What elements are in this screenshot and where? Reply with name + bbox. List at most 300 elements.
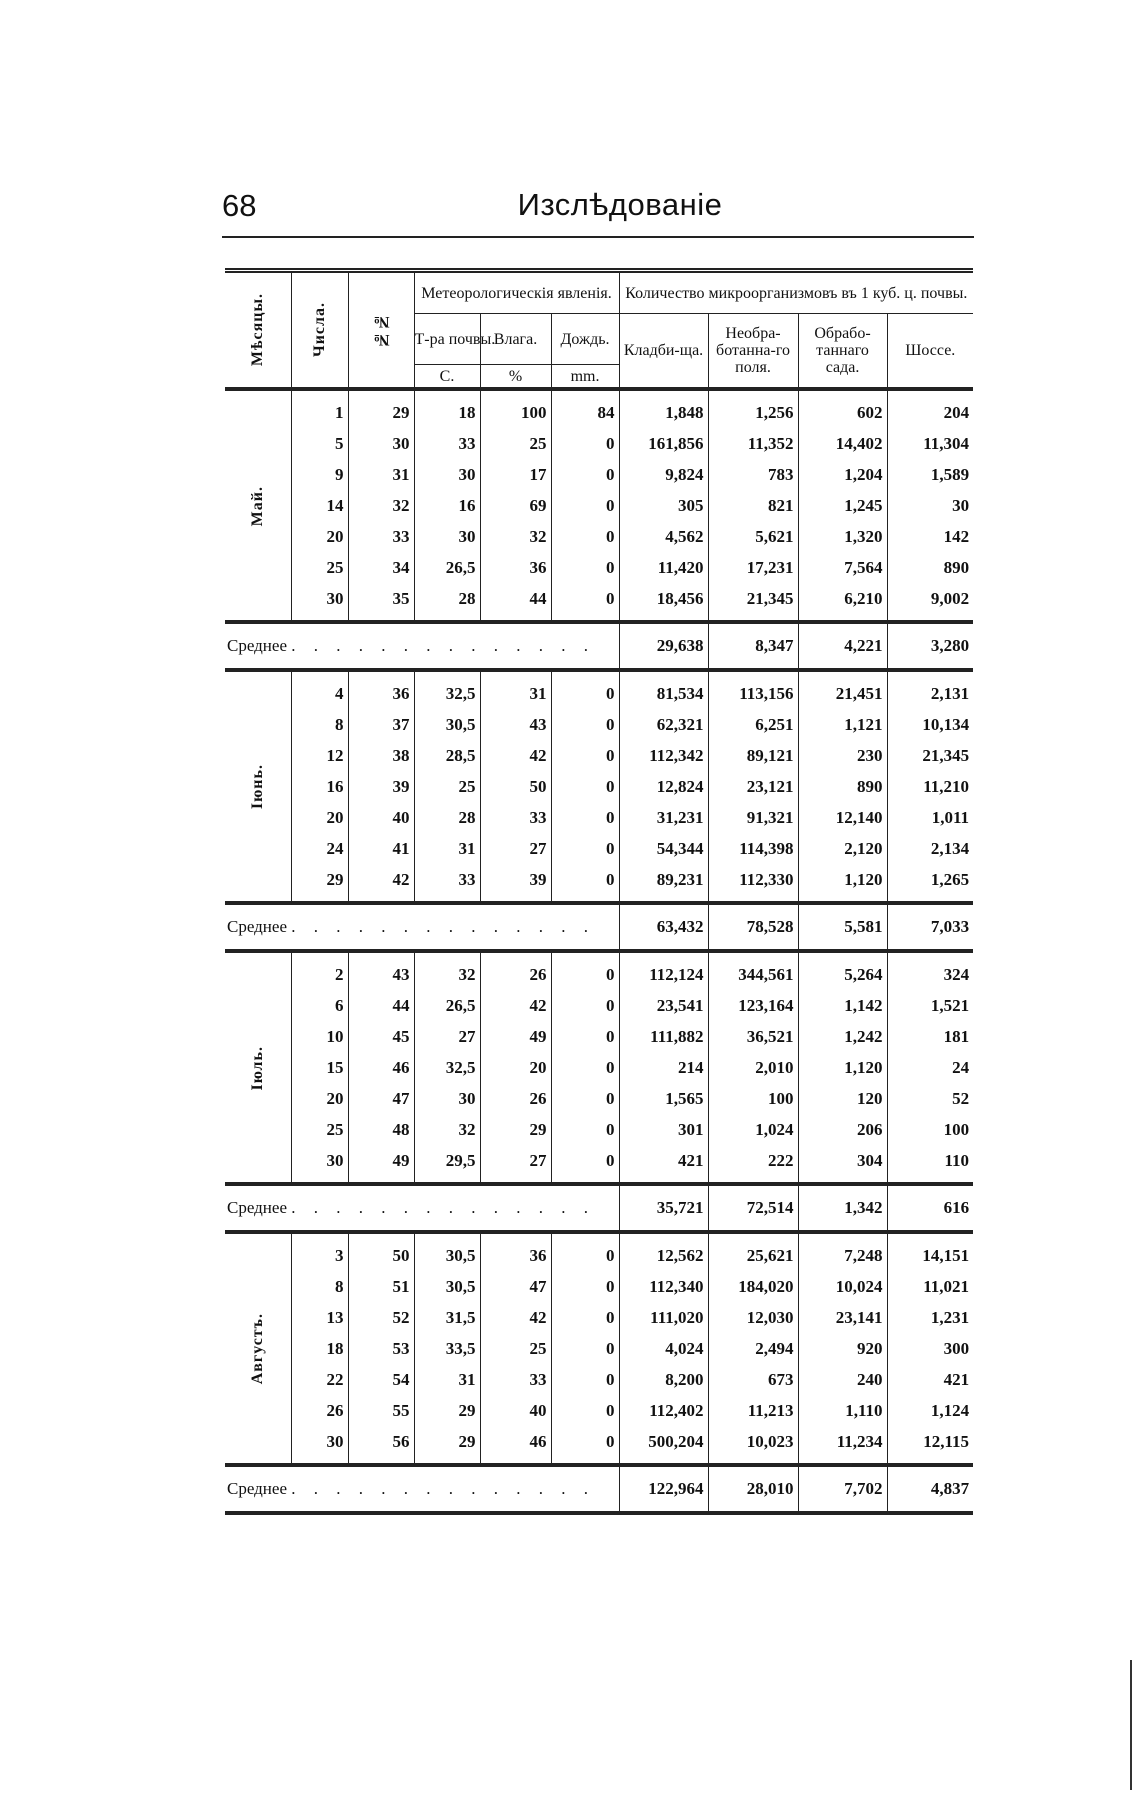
table-cell: 39 (480, 864, 551, 895)
table-cell: 4 (291, 678, 348, 709)
table-cell: 1,120 (798, 1052, 887, 1083)
table-row (225, 709, 973, 740)
month-label: Іюнь. (248, 764, 266, 810)
table-cell: 91,321 (708, 802, 798, 833)
spacer-cell (225, 389, 291, 397)
table-cell: 161,856 (619, 428, 708, 459)
month-label: Іюль. (248, 1045, 266, 1091)
table-row (225, 1052, 973, 1083)
table-body (225, 389, 973, 1513)
table-cell: 32 (414, 959, 480, 990)
table-cell: 111,882 (619, 1021, 708, 1052)
spacer-row (225, 951, 973, 959)
table-row (225, 1083, 973, 1114)
spacer-cell (619, 670, 708, 678)
table-cell: 8 (291, 1271, 348, 1302)
spacer-cell (291, 1176, 348, 1184)
spacer-cell (551, 1457, 619, 1465)
spacer-cell (480, 951, 551, 959)
spacer-cell (708, 670, 798, 678)
spacer-cell (619, 1457, 708, 1465)
table-cell: 29 (348, 397, 414, 428)
table-cell: 110 (944, 1150, 970, 1170)
table-cell: 1,320 (798, 521, 887, 552)
table-cell: 5,621 (708, 521, 798, 552)
table-cell: 24 (291, 833, 348, 864)
average-label-cell (225, 1184, 619, 1232)
table-cell: 23,121 (708, 771, 798, 802)
month-cell (225, 678, 291, 903)
month-cell (225, 959, 291, 1184)
table-cell: 21,345 (708, 583, 798, 614)
spacer-cell (414, 614, 480, 622)
table-cell: 120 (798, 1083, 887, 1114)
table-cell: 11,420 (619, 552, 708, 583)
table-cell: 890 (943, 557, 970, 577)
table-cell: 30,5 (414, 1271, 480, 1302)
table-cell: 1,245 (798, 490, 887, 521)
table-cell: 3 (291, 1240, 348, 1271)
table-cell: 10,023 (708, 1426, 798, 1457)
table-row (225, 1302, 973, 1333)
table-cell: 40 (348, 802, 414, 833)
header-rule (222, 236, 974, 238)
table-cell: 33 (414, 428, 480, 459)
table-cell: 25 (480, 1333, 551, 1364)
spacer-cell (225, 1232, 291, 1240)
average-dots: . . . . . . . . . . . . . . (291, 1479, 595, 1498)
table-cell: 5,264 (798, 959, 887, 990)
table-cell: 12,824 (619, 771, 708, 802)
table-cell: 62,321 (619, 709, 708, 740)
table-cell: 33 (348, 521, 414, 552)
table-row (225, 959, 973, 990)
spacer-cell (619, 951, 708, 959)
table-cell: 32 (348, 490, 414, 521)
table-cell: 41 (348, 833, 414, 864)
table-cell: 0 (551, 1364, 619, 1395)
table-cell: 33 (414, 864, 480, 895)
table-cell: 100 (943, 1119, 970, 1139)
average-cell: 78,528 (708, 903, 798, 951)
table-cell: 56 (348, 1426, 414, 1457)
table-cell: 100 (708, 1083, 798, 1114)
average-dots: . . . . . . . . . . . . . . (291, 1198, 595, 1217)
spacer-cell (225, 670, 291, 678)
table-cell: 181 (943, 1026, 970, 1046)
table-cell: 112,402 (619, 1395, 708, 1426)
table-cell: 11,304 (923, 433, 970, 453)
data-table (225, 268, 973, 1515)
spacer-cell (708, 895, 798, 903)
table-row (225, 1333, 973, 1364)
table-cell: 123,164 (708, 990, 798, 1021)
table-cell: 0 (551, 1240, 619, 1271)
table-cell: 12 (291, 740, 348, 771)
table-cell: 26,5 (414, 552, 480, 583)
table-cell: 31 (480, 678, 551, 709)
table-cell: 920 (798, 1333, 887, 1364)
col-header-rain: Дождь. (551, 314, 619, 365)
spacer-cell (798, 670, 887, 678)
table-cell: 30 (414, 459, 480, 490)
spacer-cell (291, 895, 348, 903)
table-cell: 31,231 (619, 802, 708, 833)
spacer-cell (551, 1176, 619, 1184)
table-cell: 42 (480, 990, 551, 1021)
table-cell: 36 (480, 1240, 551, 1271)
table-cell: 30 (348, 428, 414, 459)
table-cell: 30 (291, 1145, 348, 1176)
table-cell: 49 (348, 1145, 414, 1176)
table-cell: 24 (952, 1057, 970, 1077)
spacer-cell (619, 895, 708, 903)
table-cell: 673 (708, 1364, 798, 1395)
table-cell: 2,010 (708, 1052, 798, 1083)
group-header-meteo: Метеорологическія явленія. (414, 271, 619, 314)
page-number: 68 (222, 188, 257, 223)
table-cell: 1,120 (798, 864, 887, 895)
table-cell: 84 (551, 397, 619, 428)
table-cell: 10,024 (798, 1271, 887, 1302)
table-cell: 30 (291, 1426, 348, 1457)
average-cell: 7,702 (798, 1465, 887, 1513)
table-cell: 0 (551, 1333, 619, 1364)
table-cell: 47 (480, 1271, 551, 1302)
table-cell: 11,234 (798, 1426, 887, 1457)
average-label-cell (225, 622, 619, 670)
table-cell: 204 (943, 402, 970, 422)
col-header-months (225, 271, 291, 390)
table-cell: 22 (291, 1364, 348, 1395)
table-cell: 55 (348, 1395, 414, 1426)
table-row (225, 802, 973, 833)
table-cell: 36 (480, 552, 551, 583)
table-cell: 33 (480, 802, 551, 833)
table-row (225, 459, 973, 490)
month-label: Августъ. (248, 1313, 266, 1385)
table-cell: 15 (291, 1052, 348, 1083)
table-cell: 18,456 (619, 583, 708, 614)
table-cell: 5 (291, 428, 348, 459)
average-cell: 616 (887, 1184, 973, 1232)
table-cell: 0 (551, 459, 619, 490)
table-cell: 821 (708, 490, 798, 521)
spacer-cell (798, 1232, 887, 1240)
spacer-row (225, 670, 973, 678)
table-row (225, 990, 973, 1021)
spacer-cell (798, 895, 887, 903)
table-cell: 7,248 (798, 1240, 887, 1271)
table-cell: 1,121 (798, 709, 887, 740)
table-cell: 37 (348, 709, 414, 740)
table-cell: 0 (551, 1083, 619, 1114)
average-row (225, 622, 973, 670)
table-cell: 20 (291, 1083, 348, 1114)
table-cell: 51 (348, 1271, 414, 1302)
spacer-cell (414, 895, 480, 903)
average-dots: . . . . . . . . . . . . . . (291, 636, 595, 655)
table-cell: 1,565 (619, 1083, 708, 1114)
spacer-cell (551, 614, 619, 622)
table-cell: 112,124 (619, 959, 708, 990)
average-cell: 122,964 (619, 1465, 708, 1513)
table-row (225, 864, 973, 895)
average-cell: 7,033 (887, 903, 973, 951)
spacer-cell (708, 951, 798, 959)
table-cell: 1,589 (930, 464, 970, 484)
spacer-row (225, 1457, 973, 1465)
table-cell: 142 (943, 526, 970, 546)
table-cell: 1,204 (798, 459, 887, 490)
average-cell: 63,432 (619, 903, 708, 951)
average-cell: 4,221 (798, 622, 887, 670)
table-cell: 20 (480, 1052, 551, 1083)
col-header-temp: Т-ра почвы. (414, 314, 480, 365)
table-cell: 31 (414, 833, 480, 864)
table-cell: 32,5 (414, 1052, 480, 1083)
spacer-cell (887, 670, 973, 678)
spacer-cell (414, 1176, 480, 1184)
table-cell: 25 (291, 552, 348, 583)
table-row (225, 428, 973, 459)
table-cell: 45 (348, 1021, 414, 1052)
table-row (225, 678, 973, 709)
table-cell: 18 (291, 1333, 348, 1364)
table-cell: 29 (414, 1426, 480, 1457)
table-cell: 1,242 (798, 1021, 887, 1052)
table-cell: 113,156 (708, 678, 798, 709)
table-cell: 31 (414, 1364, 480, 1395)
table-cell: 2 (291, 959, 348, 990)
spacer-cell (708, 1457, 798, 1465)
table-cell: 30 (952, 495, 970, 515)
table-cell: 0 (551, 1395, 619, 1426)
table-cell: 1,110 (798, 1395, 887, 1426)
table-cell: 30 (414, 521, 480, 552)
table-cell: 0 (551, 521, 619, 552)
spacer-cell (414, 1232, 480, 1240)
table-cell: 1,848 (619, 397, 708, 428)
table-cell: 81,534 (619, 678, 708, 709)
spacer-cell (708, 614, 798, 622)
table-row (225, 1021, 973, 1052)
average-cell: 28,010 (708, 1465, 798, 1513)
spacer-cell (619, 614, 708, 622)
table-cell: 0 (551, 864, 619, 895)
table-cell: 31 (348, 459, 414, 490)
table-cell: 14,151 (922, 1245, 970, 1265)
table-cell: 16 (414, 490, 480, 521)
table-cell: 0 (551, 678, 619, 709)
table-cell: 324 (943, 964, 970, 984)
table-cell: 25 (414, 771, 480, 802)
table-cell: 222 (708, 1145, 798, 1176)
spacer-cell (348, 389, 414, 397)
average-label: Среднее (227, 917, 287, 936)
table-row (225, 740, 973, 771)
spacer-cell (480, 614, 551, 622)
average-label: Среднее (227, 636, 287, 655)
spacer-cell (887, 1176, 973, 1184)
table-cell: 4,024 (619, 1333, 708, 1364)
table-cell: 27 (480, 833, 551, 864)
table-cell: 29,5 (414, 1145, 480, 1176)
col-header-cultivated: Обрабо-таннаго сада. (798, 314, 887, 390)
table-cell: 27 (414, 1021, 480, 1052)
group-header-micro: Количество микроорганизмовъ въ 1 куб. ц. почвы. (619, 271, 973, 314)
spacer-cell (348, 1457, 414, 1465)
spacer-row (225, 895, 973, 903)
table-cell: 2,131 (930, 683, 970, 703)
spacer-cell (480, 895, 551, 903)
table-cell: 89,231 (619, 864, 708, 895)
table-cell: 44 (480, 583, 551, 614)
table-cell: 890 (798, 771, 887, 802)
unit-rain: mm. (551, 365, 619, 390)
table-cell: 54,344 (619, 833, 708, 864)
spacer-cell (480, 670, 551, 678)
col-header-highway: Шоссе. (887, 314, 973, 390)
scan-margin-line (1130, 1660, 1132, 1790)
table-cell: 0 (551, 1052, 619, 1083)
table-row (225, 490, 973, 521)
table-cell: 112,342 (619, 740, 708, 771)
spacer-cell (887, 1457, 973, 1465)
table-cell: 48 (348, 1114, 414, 1145)
spacer-cell (887, 895, 973, 903)
table-cell: 0 (551, 990, 619, 1021)
spacer-cell (708, 1232, 798, 1240)
average-label: Среднее (227, 1479, 287, 1498)
table-cell: 26 (480, 1083, 551, 1114)
table-cell: 12,115 (923, 1431, 970, 1451)
table-cell: 18 (414, 397, 480, 428)
col-header-uncultivated: Необра-ботанна-го поля. (708, 314, 798, 390)
col-header-dates (291, 271, 348, 390)
average-cell: 5,581 (798, 903, 887, 951)
spacer-cell (887, 1232, 973, 1240)
table-cell: 43 (480, 709, 551, 740)
table-cell: 25 (480, 428, 551, 459)
col-header-nums (348, 271, 414, 390)
table-row (225, 521, 973, 552)
month-cell (225, 1240, 291, 1465)
table-cell: 36 (348, 678, 414, 709)
spacer-cell (551, 951, 619, 959)
table-cell: 305 (619, 490, 708, 521)
table-cell: 112,330 (708, 864, 798, 895)
col-header-dates-label: Числа. (311, 302, 328, 358)
col-header-cemetery: Кладби-ща. (619, 314, 708, 390)
spacer-cell (551, 1232, 619, 1240)
table-cell: 14,402 (798, 428, 887, 459)
table-cell: 1 (291, 397, 348, 428)
table-row (225, 1426, 973, 1457)
spacer-cell (348, 951, 414, 959)
spacer-cell (414, 951, 480, 959)
table-cell: 0 (551, 740, 619, 771)
table-cell: 21,345 (922, 745, 970, 765)
table-cell: 6,251 (708, 709, 798, 740)
month-cell (225, 397, 291, 622)
spacer-cell (291, 1232, 348, 1240)
col-header-months-label: Мѣсяцы. (249, 293, 267, 367)
table-cell: 0 (551, 1145, 619, 1176)
table-cell: 2,120 (798, 833, 887, 864)
table-cell: 46 (348, 1052, 414, 1083)
spacer-cell (619, 1176, 708, 1184)
table-cell: 33,5 (414, 1333, 480, 1364)
average-label: Среднее (227, 1198, 287, 1217)
spacer-cell (798, 1457, 887, 1465)
spacer-cell (619, 389, 708, 397)
table-cell: 44 (348, 990, 414, 1021)
table-row (225, 1364, 973, 1395)
table-cell: 230 (798, 740, 887, 771)
table-cell: 26,5 (414, 990, 480, 1021)
table-cell: 8 (291, 709, 348, 740)
table-row (225, 583, 973, 614)
table-cell: 69 (480, 490, 551, 521)
spacer-cell (348, 670, 414, 678)
average-cell: 29,638 (619, 622, 708, 670)
table-cell: 26 (291, 1395, 348, 1426)
spacer-cell (619, 1232, 708, 1240)
table-cell: 29 (480, 1114, 551, 1145)
col-header-nums-label: №№ (372, 312, 390, 348)
table-cell: 1,011 (931, 807, 970, 827)
table-cell: 6,210 (798, 583, 887, 614)
table-cell: 54 (348, 1364, 414, 1395)
spacer-cell (480, 1232, 551, 1240)
spacer-cell (708, 1176, 798, 1184)
table-cell: 12,030 (708, 1302, 798, 1333)
table-cell: 0 (551, 552, 619, 583)
spacer-cell (348, 895, 414, 903)
table-cell: 500,204 (619, 1426, 708, 1457)
table-cell: 17 (480, 459, 551, 490)
spacer-cell (414, 1457, 480, 1465)
table-cell: 40 (480, 1395, 551, 1426)
table-cell: 25,621 (708, 1240, 798, 1271)
table-cell: 42 (348, 864, 414, 895)
table-cell: 206 (798, 1114, 887, 1145)
table-cell: 11,210 (923, 776, 970, 796)
table-cell: 300 (943, 1338, 970, 1358)
table-cell: 52 (348, 1302, 414, 1333)
table-cell: 49 (480, 1021, 551, 1052)
spacer-cell (887, 951, 973, 959)
table-cell: 20 (291, 802, 348, 833)
table-row (225, 552, 973, 583)
spacer-cell (291, 1457, 348, 1465)
table-cell: 50 (348, 1240, 414, 1271)
table-cell: 32,5 (414, 678, 480, 709)
table-cell: 421 (943, 1369, 970, 1389)
table-cell: 28,5 (414, 740, 480, 771)
table-cell: 1,231 (930, 1307, 970, 1327)
table-cell: 30 (414, 1083, 480, 1114)
unit-moisture: % (480, 365, 551, 390)
average-row (225, 1465, 973, 1513)
table-cell: 11,021 (923, 1276, 970, 1296)
spacer-cell (480, 389, 551, 397)
table-cell: 42 (480, 1302, 551, 1333)
table-cell: 32 (480, 521, 551, 552)
table-cell: 1,265 (930, 869, 970, 889)
spacer-cell (551, 670, 619, 678)
